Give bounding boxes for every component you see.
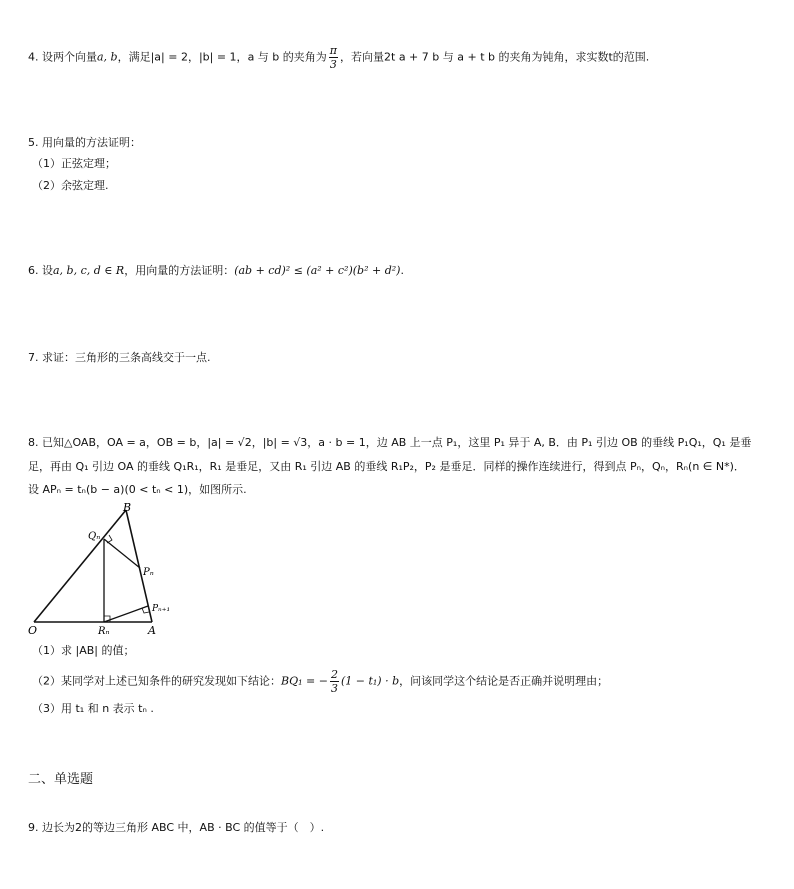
question-5-title: 5. 用向量的方法证明： <box>28 136 141 149</box>
label-qn: Qₙ <box>88 531 101 542</box>
question-7: 7. 求证：三角形的三条高线交于一点. <box>28 351 211 364</box>
segment-rn-pn1 <box>104 606 148 622</box>
q8-sub2-expr: BQ₁ = − <box>281 674 328 688</box>
q4-frac-num: π <box>329 44 338 57</box>
q8-sub2-fraction <box>330 668 339 695</box>
q4-angle-text: a 与 b 的夹角为 <box>247 50 327 64</box>
question-5-item-1: （1）正弦定理； <box>32 157 116 170</box>
question-5-item-2: （2）余弦定理. <box>32 179 109 192</box>
q6-vars: a, b, c, d ∈ R <box>53 264 125 277</box>
label-b: B <box>123 502 132 514</box>
q8-sub2-tail: (1 − t₁) · b <box>340 674 400 688</box>
q4-fraction <box>329 44 338 71</box>
side-ab <box>126 510 152 622</box>
question-8-line-3: 设 APₙ = tₙ(b − a)(0 < tₙ < 1)，如图所示. <box>28 483 247 496</box>
q6-inequality: (ab + cd)² ≤ (a² + c²)(b² + d²) <box>234 264 401 277</box>
q4-lead: 4. 设两个向量 <box>28 50 97 64</box>
question-6 <box>28 263 404 279</box>
segment-pn-qn <box>104 539 140 568</box>
question-9: 9. 边长为2的等边三角形 ABC 中，AB · BC 的值等于（ ）. <box>28 821 325 834</box>
q8-sub2-lead: （2）某同学对上述已知条件的研究发现如下结论： <box>32 674 281 688</box>
question-8-line-2: 足，再由 Q₁ 引边 OA 的垂线 Q₁R₁，R₁ 是垂足，又由 R₁ 引边 AB 的垂线 R₁P₂，P₂ 是垂足．同样的操作连续进行，得到点 Pₙ，Qₙ，Rₙ(n ∈ N*)． <box>28 460 745 473</box>
q6-end: . <box>400 264 404 277</box>
section-title-single-choice: 二、单选题 <box>28 772 94 787</box>
q6-lead: 6. 设 <box>28 264 53 277</box>
q8-sub2-end: ，问该同学这个结论是否正确并说明理由； <box>399 674 609 688</box>
label-pn1: Pₙ₊₁ <box>152 604 171 614</box>
q8-triangle-figure <box>26 502 186 642</box>
q8-sub2-den: 3 <box>330 682 338 695</box>
q4-vars: a, b <box>97 50 118 64</box>
label-rn: Rₙ <box>98 626 110 637</box>
right-angle-pn1 <box>142 608 149 613</box>
label-o: O <box>28 624 38 637</box>
q4-rest: ，若向量2t a + 7 b 与 a + t b 的夹角为钝角，求实数t的范围. <box>340 50 650 64</box>
question-8-sub-3: （3）用 t₁ 和 n 表示 tₙ . <box>32 702 154 715</box>
question-8-line-1: 8. 已知△OAB，OA = a，OB = b，|a| = √2，|b| = √3，a · b = 1，边 AB 上一点 P₁，这里 P₁ 异于 A, B．由 P₁ 引边 OB 的垂线 P₁Q₁，Q₁ 是垂 <box>28 436 752 449</box>
q4-frac-den: 3 <box>329 58 337 71</box>
q8-sub2-num: 2 <box>330 668 338 681</box>
question-8-sub-2 <box>32 668 608 695</box>
question-4 <box>28 44 649 71</box>
question-8-sub-1: （1）求 |AB| 的值； <box>32 644 135 657</box>
side-ob <box>34 510 126 622</box>
label-pn: Pₙ <box>143 567 154 578</box>
q6-mid: ，用向量的方法证明： <box>124 264 235 277</box>
q4-condition: ，满足|a| = 2，|b| = 1， <box>117 50 248 64</box>
label-a: A <box>148 624 156 637</box>
